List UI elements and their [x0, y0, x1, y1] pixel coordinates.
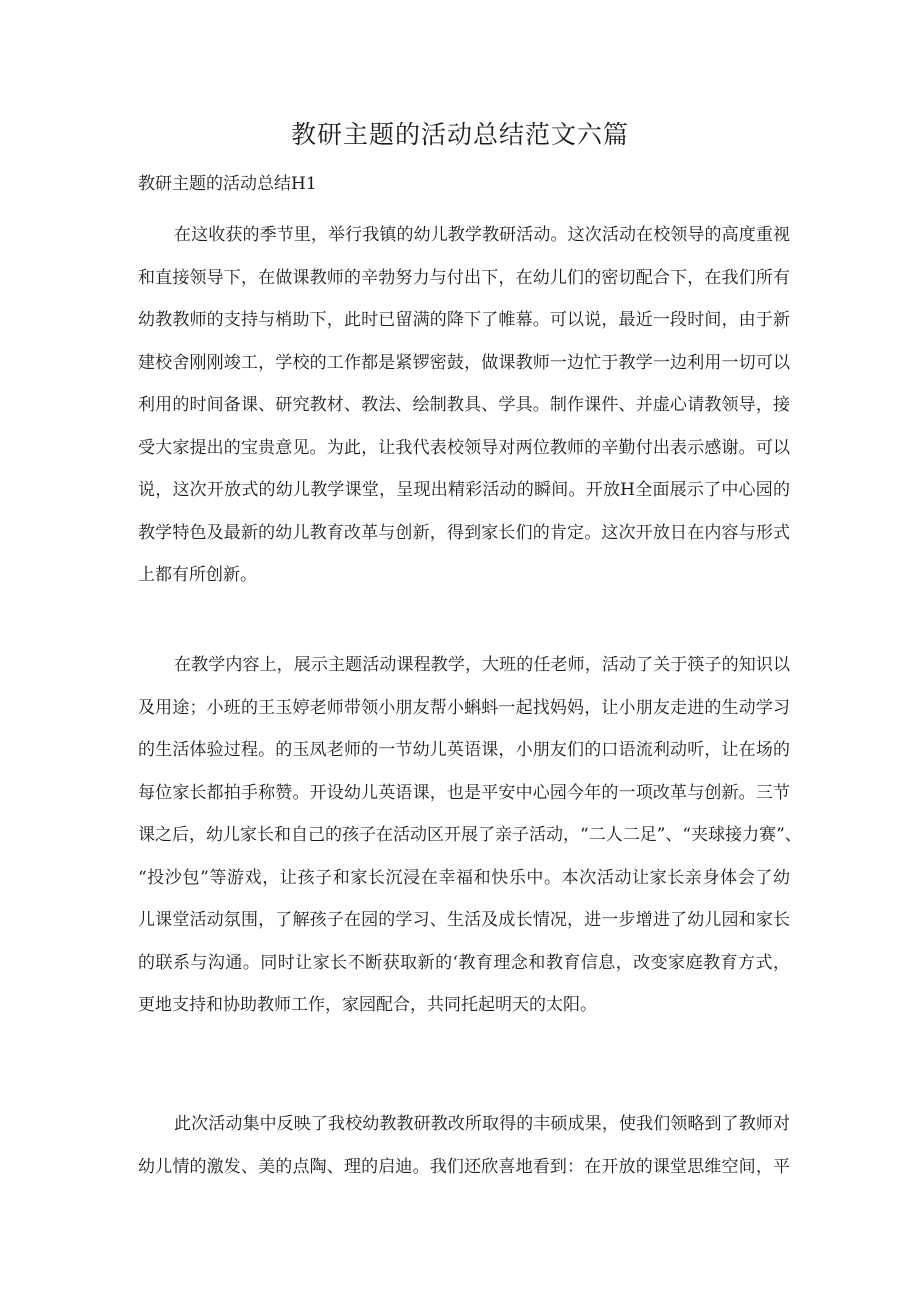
paragraph-line: 在这收获的季节里，举行我镇的幼儿教学教研活动。这次活动在校领导的高度重视: [174, 225, 790, 245]
paragraph-line: 建校舍刚刚竣工，学校的工作都是紧锣密鼓，做课教师一边忙于教学一边利用一切可以: [138, 352, 790, 373]
paragraph-line: 更地支持和协助教师工作，家园配合，共同托起明天的太阳。: [138, 995, 597, 1015]
paragraph-3: [138, 1103, 790, 1188]
paragraph-line: 利用的时间备课、研究教材、教法、绘制教具、学具。制作课件、并虚心请教领导，接: [138, 395, 790, 415]
paragraph-line: 儿课堂活动氛围，了解孩子在园的学习、生活及成长情况，进一步增进了幼儿园和家长: [138, 910, 790, 930]
paragraph-line: 的联系与沟通。同时让家长不断获取新的‘教育理念和教育信息，改变家庭教育方式，: [138, 952, 790, 973]
document-title: 教研主题的活动总结范文六篇: [290, 120, 629, 149]
paragraph-line: 受大家提出的宝贵意见。为此，让我代表校领导对两位教师的辛勤付出表示感谢。可以: [138, 437, 790, 458]
paragraph-line: 此次活动集中反映了我校幼教教研教改所取得的丰硕成果，使我们领略到了教师对: [174, 1114, 790, 1134]
paragraph-line: 及用途；小班的王玉婷老师带领小朋友帮小蝌蚪一起找妈妈，让小朋友走进的生动学习: [138, 697, 790, 718]
paragraph-line: 和直接领导下，在做课教师的辛勃努力与付出下，在幼儿们的密切配合下，在我们所有: [138, 267, 790, 288]
paragraph-line: 课之后，幼儿家长和自己的孩子在活动区开展了亲子活动，“二人二足”、“夹球接力赛”、: [138, 825, 802, 845]
paragraph-1: [138, 214, 790, 597]
paragraph-2: [138, 644, 802, 1027]
paragraph-line: 上都有所创新。: [138, 565, 257, 585]
paragraph-line: “投沙包”等游戏，让孩子和家长沉浸在幸福和快乐中。本次活动让家长亲身体会了幼: [138, 867, 790, 888]
paragraph-line: 说，这次开放式的幼儿教学课堂，呈现出精彩活动的瞬间。开放H全面展示了中心园的: [138, 480, 790, 500]
paragraph-line: 幼教教师的支持与梢助下，此时已留满的降下了帷幕。可以说，最近一段时间，由于新: [138, 310, 790, 330]
paragraph-line: 的生活体验过程。的玉凤老师的一节幼儿英语课，小朋友们的口语流利动听，让在场的: [138, 740, 790, 760]
paragraph-line: 幼儿情的激发、美的点陶、理的启迪。我们还欣喜地看到：在开放的课堂思维空间，平: [138, 1156, 790, 1177]
paragraph-line: 教学特色及最新的幼儿教育改革与创新，得到家长们的肯定。这次开放日在内容与形式: [138, 522, 790, 543]
paragraph-line: 每位家长都拍手称赞。开设幼儿英语课，也是平安中心园今年的一项改革与创新。三节: [138, 782, 790, 803]
section-heading: 教研主题的活动总结H1: [138, 174, 317, 194]
paragraph-line: 在教学内容上，展示主题活动课程教学，大班的任老师，活动了关于筷子的知识以: [174, 655, 790, 675]
